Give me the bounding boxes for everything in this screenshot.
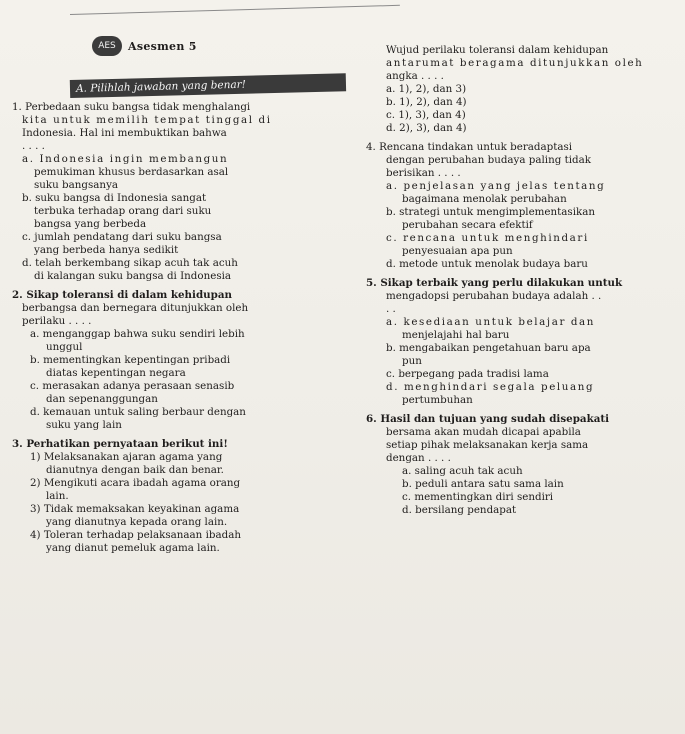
q1-text-line4: . . . . xyxy=(22,140,45,152)
q1-option-c-cont: yang berbeda hanya sedikit xyxy=(34,244,179,256)
q3-statement-4-cont: yang dianut pemeluk agama lain. xyxy=(46,542,220,554)
q3-question-line2: antarumat beragama ditunjukkan oleh xyxy=(386,57,644,69)
q2-text-line2: berbangsa dan bernegara ditunjukkan oleh xyxy=(22,302,249,314)
assessment-logo-icon: AES xyxy=(92,36,122,56)
q6-text-line2: bersama akan mudah dicapai apabila xyxy=(386,426,581,438)
q1-option-d-cont: di kalangan suku bangsa di Indonesia xyxy=(34,270,232,282)
q1-option-b-cont2: bangsa yang berbeda xyxy=(34,218,147,230)
q5-option-b: b. mengabaikan pengetahuan baru apa xyxy=(386,342,591,354)
q3-statement-1-cont: dianutnya dengan baik dan benar. xyxy=(46,464,224,476)
q2-text-line3: perilaku . . . . xyxy=(22,315,92,327)
q1-option-a-cont1: pemukiman khusus berdasarkan asal xyxy=(34,166,229,178)
q5-option-d: d. menghindari segala peluang xyxy=(386,381,595,393)
q4-option-a-cont: bagaimana menolak perubahan xyxy=(402,193,567,205)
q5-text-line3: . . xyxy=(386,303,396,315)
q6-text-line4: dengan . . . . xyxy=(386,452,451,464)
q6-option-b: b. peduli antara satu sama lain xyxy=(402,478,564,490)
q1-option-a: a. Indonesia ingin membangun xyxy=(22,153,229,165)
q1-option-c: c. jumlah pendatang dari suku bangsa xyxy=(22,231,222,243)
q6-text-line3: setiap pihak melaksanakan kerja sama xyxy=(386,439,589,451)
q2-option-b: b. mementingkan kepentingan pribadi xyxy=(30,354,231,366)
q4-option-b: b. strategi untuk mengimplementasikan xyxy=(386,206,596,218)
q2-option-b-cont: diatas kepentingan negara xyxy=(46,367,186,379)
q1-text-line2: kita untuk memilih tempat tinggal di xyxy=(22,114,272,126)
q1-option-d: d. telah berkembang sikap acuh tak acuh xyxy=(22,257,238,269)
q2-option-a-cont: unggul xyxy=(46,341,83,353)
q5-option-d-cont: pertumbuhan xyxy=(402,394,473,406)
q3-option-c: c. 1), 3), dan 4) xyxy=(386,109,466,121)
q1-option-b: b. suku bangsa di Indonesia sangat xyxy=(22,192,207,204)
q4-option-c-cont: penyesuaian apa pun xyxy=(402,245,513,257)
q4-option-d: d. metode untuk menolak budaya baru xyxy=(386,258,588,270)
q4-option-b-cont: perubahan secara efektif xyxy=(402,219,533,231)
q1-text-line3: Indonesia. Hal ini membuktikan bahwa xyxy=(22,127,227,139)
section-a-label: A. Pilihlah jawaban yang benar! xyxy=(70,73,346,98)
q3-option-d: d. 2), 3), dan 4) xyxy=(386,122,467,134)
q6-option-c: c. mementingkan diri sendiri xyxy=(402,491,554,503)
q3-question-line3: angka . . . . xyxy=(386,70,444,82)
q5-option-a-cont: menjelajahi hal baru xyxy=(402,329,510,341)
q2-option-c-cont: dan sepenanggungan xyxy=(46,393,158,405)
q3-statement-4: 4) Toleran terhadap pelaksanaan ibadah xyxy=(30,529,241,541)
q6-option-d: d. bersilang pendapat xyxy=(402,504,517,516)
q3-statement-3: 3) Tidak memaksakan keyakinan agama xyxy=(30,503,240,515)
q4-option-c: c. rencana untuk menghindari xyxy=(386,232,589,244)
q3-statement-1: 1) Melaksanakan ajaran agama yang xyxy=(30,451,223,463)
q2-option-d: d. kemauan untuk saling berbaur dengan xyxy=(30,406,246,418)
left-column xyxy=(12,101,354,555)
q3-option-b: b. 1), 2), dan 4) xyxy=(386,96,467,108)
q1-option-b-cont1: terbuka terhadap orang dari suku xyxy=(34,205,212,217)
assessment-header xyxy=(92,36,197,56)
q2-option-c: c. merasakan adanya perasaan senasib xyxy=(30,380,235,392)
assessment-title: Asesmen 5 xyxy=(128,39,197,53)
q4-text-line1: 4. Rencana tindakan untuk beradaptasi xyxy=(366,141,573,153)
q5-option-b-cont: pun xyxy=(402,355,422,367)
q5-text-line2: mengadopsi perubahan budaya adalah . . xyxy=(386,290,602,302)
q2-text-line1: 2. Sikap toleransi di dalam kehidupan xyxy=(12,289,232,301)
top-divider xyxy=(70,5,400,15)
right-column xyxy=(366,44,682,517)
q2-option-d-cont: suku yang lain xyxy=(46,419,122,431)
q5-option-c: c. berpegang pada tradisi lama xyxy=(386,368,549,380)
q1-text-line1: 1. Perbedaan suku bangsa tidak menghalangi xyxy=(12,101,251,113)
q3-text: 3. Perhatikan pernyataan berikut ini! xyxy=(12,438,228,450)
q3-statement-3-cont: yang dianutnya kepada orang lain. xyxy=(46,516,228,528)
q4-option-a: a. penjelasan yang jelas tentang xyxy=(386,180,606,192)
q6-option-a: a. saling acuh tak acuh xyxy=(402,465,523,477)
q4-text-line3: berisikan . . . . xyxy=(386,167,461,179)
q1-option-a-cont2: suku bangsanya xyxy=(34,179,119,191)
q3-statement-2: 2) Mengikuti acara ibadah agama orang xyxy=(30,477,241,489)
q6-text-line1: 6. Hasil dan tujuan yang sudah disepakati xyxy=(366,413,610,425)
q3-statement-2-cont: lain. xyxy=(46,490,69,502)
q5-option-a: a. kesediaan untuk belajar dan xyxy=(386,316,596,328)
q2-option-a: a. menganggap bahwa suku sendiri lebih xyxy=(30,328,245,340)
q3-question-line1: Wujud perilaku toleransi dalam kehidupan xyxy=(386,44,609,56)
q3-option-a: a. 1), 2), dan 3) xyxy=(386,83,467,95)
q5-text-line1: 5. Sikap terbaik yang perlu dilakukan untuk xyxy=(366,277,623,289)
q4-text-line2: dengan perubahan budaya paling tidak xyxy=(386,154,591,166)
